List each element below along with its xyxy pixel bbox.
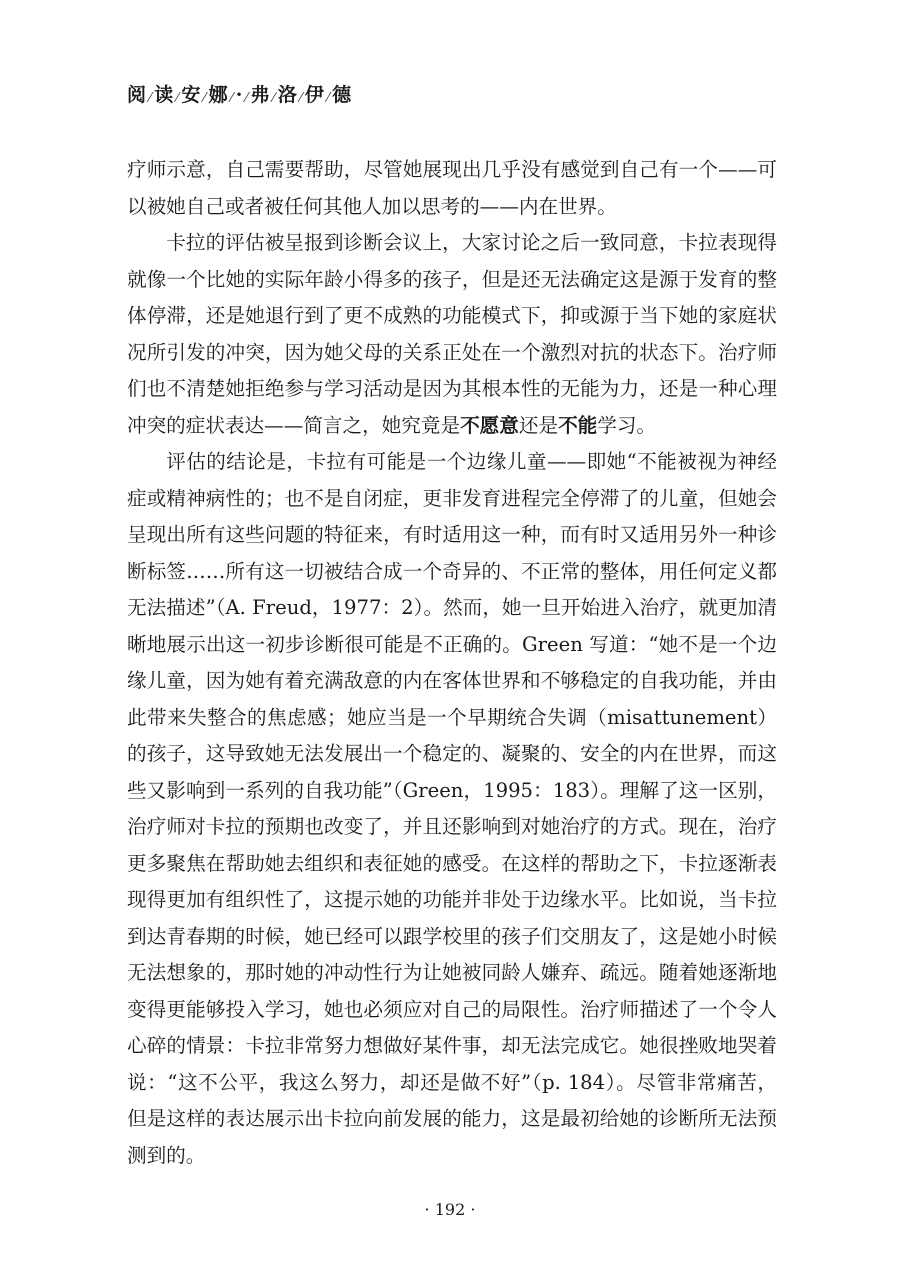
emphasis-unable: 不能 — [558, 413, 598, 437]
separator-mark: ⁄ — [149, 91, 153, 106]
running-head-char: 伊 — [304, 84, 325, 106]
emphasis-unwilling: 不愿意 — [460, 413, 519, 437]
running-head-char: 阅 — [127, 84, 148, 106]
page-number: · 192 · — [424, 1200, 476, 1219]
separator-mark: ⁄ — [230, 91, 234, 106]
paragraph-text: 还是 — [518, 413, 559, 437]
running-head-char: 洛 — [277, 84, 298, 106]
running-head-char: 安 — [181, 84, 202, 106]
separator-mark: ⁄ — [272, 91, 276, 106]
paragraph-continuation — [127, 152, 777, 225]
paragraph-conclusion — [127, 444, 777, 1174]
paragraph-text: 疗师示意，自己需要帮助，尽管她展现出几乎没有感觉到自己有一个——可以被她自己或者被任何其他人加以思考的——内在世界。 — [127, 158, 777, 218]
separator-mark: ⁄ — [176, 91, 180, 106]
paragraph-text: 学习。 — [597, 413, 657, 437]
separator-mark: ⁄ — [203, 91, 207, 106]
running-head — [127, 80, 352, 107]
running-head-char: 娜 — [208, 84, 229, 106]
paragraph-assessment — [127, 225, 777, 444]
separator-mark: ⁄ — [299, 91, 303, 106]
paragraph-text: 卡拉的评估被呈报到诊断会议上，大家讨论之后一致同意，卡拉表现得就像一个比她的实际年龄小得多的孩子，但是还无法确定这是源于发育的整体停滞，还是她退行到了更不成熟的功能模式下，抑或源于当下她的家庭状况所引发的冲突，因为她父母的关系正处在一个激烈对抗的状态下。治疗师们也不清楚她拒绝参与学习活动是因为其根本性的无能为力，还是一种心理冲突的症状表达——简言之，她究竟是 — [127, 231, 777, 437]
running-head-char: 读 — [154, 84, 175, 106]
running-head-char: · — [235, 84, 244, 106]
separator-mark: ⁄ — [326, 91, 331, 106]
running-head-char: 德 — [332, 84, 353, 106]
separator-mark: ⁄ — [245, 91, 249, 106]
paragraph-text: 评估的结论是，卡拉有可能是一个边缘儿童——即她“不能被视为神经症或精神病性的；也不是自闭症，更非发育进程完全停滞了的儿童，但她会呈现出所有这些问题的特征来，有时适用这一种，而有时又适用另外一种诊断标签……所有这一切被结合成一个奇异的、不正常的整体，用任何定义都无法描述”（A. Freud，1977：2）。然而，她一旦开始进入治疗，就更加清晰地展示出这一初步诊断很可能是不正确的。Green 写道：“她不是一个边缘儿童，因为她有着充满敌意的内在客体世界和不够稳定的自我功能，并由此带来失整合的焦虑感；她应当是一个早期统合失调（misattunement）的孩子，这导致她无法发展出一个稳定的、凝聚的、安全的内在世界，而这些又影响到一系列的自我功能”（Green，1995：183）。理解了这一区别，治疗师对卡拉的预期也改变了，并且还影响到对她治疗的方式。现在，治疗更多聚焦在帮助她去组织和表征她的感受。在这样的帮助之下，卡拉逐渐表现得更加有组织性了，这提示她的功能并非处于边缘水平。比如说，当卡拉到达青春期的时候，她已经可以跟学校里的孩子们交朋友了，这是她小时候无法想象的，那时她的冲动性行为让她被同龄人嫌弃、疏远。随着她逐渐地变得更能够投入学习，她也必须应对自己的局限性。治疗师描述了一个令人心碎的情景：卡拉非常努力想做好某件事，却无法完成它。她很挫败地哭着说：“这不公平，我这么努力，却还是做不好”（p. 184）。尽管非常痛苦，但是这样的表达展示出卡拉向前发展的能力，这是最初给她的诊断所无法预测到的。 — [127, 450, 777, 1167]
body-text — [127, 152, 777, 1174]
running-head-char: 弗 — [250, 84, 271, 106]
